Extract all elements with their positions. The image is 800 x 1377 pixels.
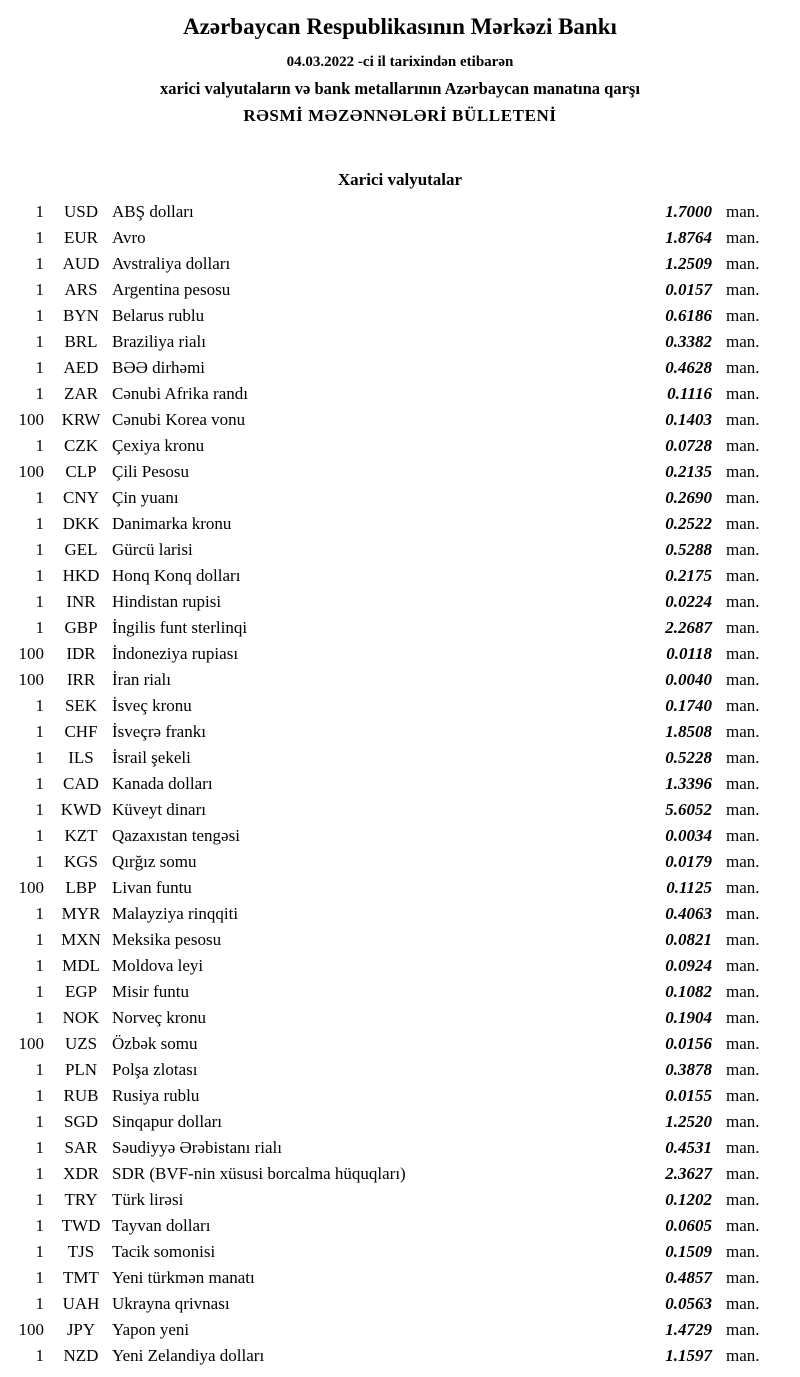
unit-label: man.	[726, 618, 760, 637]
bulletin-title: RƏSMİ MƏZƏNNƏLƏRİ BÜLLETENİ	[243, 106, 557, 125]
currency-quantity: 1	[35, 722, 44, 741]
unit-label: man.	[726, 384, 760, 403]
unit-label: man.	[726, 306, 760, 325]
currency-code: RUB	[63, 1086, 99, 1105]
rate-value: 0.4628	[665, 358, 712, 377]
currency-code: EGP	[64, 982, 98, 1001]
currency-quantity: 1	[35, 956, 44, 975]
rate-value: 5.6052	[665, 800, 712, 819]
currency-quantity: 1	[35, 1216, 44, 1235]
currency-name: Tacik somonisi	[112, 1242, 216, 1261]
currency-name: Yeni türkmən manatı	[112, 1268, 255, 1287]
currency-name: Rusiya rublu	[112, 1086, 200, 1105]
currency-code: MDL	[62, 956, 100, 975]
currency-code: ARS	[64, 280, 98, 299]
currency-quantity: 1	[35, 982, 44, 1001]
currency-quantity: 1	[35, 1268, 44, 1287]
currency-name: BƏƏ dirhəmi	[112, 358, 206, 377]
currency-code: INR	[66, 592, 96, 611]
rate-row	[18, 1213, 768, 1239]
rate-value: 0.1904	[665, 1008, 712, 1027]
currency-quantity: 1	[35, 1086, 44, 1105]
unit-label: man.	[726, 1060, 760, 1079]
currency-quantity: 1	[35, 358, 44, 377]
rate-value: 0.2135	[665, 462, 712, 481]
rate-row	[18, 823, 768, 849]
currency-name: Küveyt dinarı	[112, 800, 206, 819]
unit-label: man.	[726, 800, 760, 819]
currency-code: NZD	[63, 1346, 99, 1365]
unit-label: man.	[726, 1034, 760, 1053]
unit-label: man.	[726, 748, 760, 767]
currency-code: KWD	[60, 800, 102, 819]
unit-label: man.	[726, 436, 760, 455]
currency-name: İngilis funt sterlinqi	[112, 618, 248, 637]
currency-quantity: 1	[35, 306, 44, 325]
unit-label: man.	[726, 1164, 760, 1183]
currency-name: İsveçrə frankı	[112, 722, 206, 741]
rate-value: 0.0157	[665, 280, 712, 299]
currency-quantity: 100	[18, 410, 44, 429]
currency-code: MXN	[61, 930, 101, 949]
unit-label: man.	[726, 228, 760, 247]
rate-row	[18, 927, 768, 953]
currency-code: UAH	[62, 1294, 100, 1313]
rate-row	[18, 719, 768, 745]
unit-label: man.	[726, 982, 760, 1001]
currency-code: LBP	[65, 878, 97, 897]
currency-code: KRW	[61, 410, 101, 429]
rate-value: 0.1082	[665, 982, 712, 1001]
currency-name: Özbək somu	[112, 1034, 198, 1053]
currency-name: SDR (BVF-nin xüsusi borcalma hüquqları)	[112, 1164, 406, 1183]
rate-value: 1.8764	[665, 228, 712, 247]
currency-quantity: 1	[35, 332, 44, 351]
rate-value: 0.0040	[665, 670, 712, 689]
currency-quantity: 1	[35, 540, 44, 559]
rate-row	[18, 459, 768, 485]
rate-row	[18, 875, 768, 901]
currency-name: Kanada dolları	[112, 774, 213, 793]
rate-value: 0.0156	[665, 1034, 712, 1053]
currency-name: İran rialı	[112, 670, 171, 689]
rate-value: 0.4857	[665, 1268, 712, 1287]
currency-quantity: 1	[35, 826, 44, 845]
currency-code: TJS	[67, 1242, 95, 1261]
currency-quantity: 1	[35, 1294, 44, 1313]
currency-name: Meksika pesosu	[112, 930, 222, 949]
rate-value: 0.2690	[665, 488, 712, 507]
rate-row	[18, 1343, 768, 1369]
rate-value: 0.2175	[665, 566, 712, 585]
rate-value: 0.0034	[665, 826, 712, 845]
currency-quantity: 100	[18, 878, 44, 897]
rate-value: 1.4729	[665, 1320, 712, 1339]
unit-label: man.	[726, 644, 760, 663]
currency-name: Moldova leyi	[112, 956, 204, 975]
currency-code: AED	[63, 358, 99, 377]
currency-code: GEL	[64, 540, 98, 559]
currency-quantity: 1	[35, 696, 44, 715]
currency-quantity: 1	[35, 1164, 44, 1183]
currency-name: Gürcü larisi	[112, 540, 193, 559]
rate-value: 0.0118	[666, 644, 712, 663]
currency-name: Ukrayna qrivnası	[112, 1294, 230, 1313]
rate-value: 0.1116	[667, 384, 712, 403]
rate-row	[18, 589, 768, 615]
currency-quantity: 1	[35, 514, 44, 533]
currency-name: Misir funtu	[112, 982, 189, 1001]
rate-row	[18, 433, 768, 459]
rate-value: 0.5288	[665, 540, 712, 559]
rate-value: 0.0563	[665, 1294, 712, 1313]
rate-value: 0.2522	[665, 514, 712, 533]
rate-row	[18, 901, 768, 927]
currency-quantity: 100	[18, 1034, 44, 1053]
rate-value: 1.2509	[665, 254, 712, 273]
rate-row	[18, 797, 768, 823]
section-title-foreign-currencies: Xarici valyutalar	[337, 170, 463, 189]
unit-label: man.	[726, 1320, 760, 1339]
rate-value: 0.3878	[665, 1060, 712, 1079]
currency-name: Tayvan dolları	[112, 1216, 211, 1235]
rate-row	[18, 355, 768, 381]
currency-name: Qırğız somu	[112, 852, 197, 871]
currency-quantity: 1	[35, 930, 44, 949]
unit-label: man.	[726, 462, 760, 481]
unit-label: man.	[726, 566, 760, 585]
currency-name: Çili Pesosu	[112, 462, 189, 481]
currency-quantity: 1	[35, 280, 44, 299]
unit-label: man.	[726, 956, 760, 975]
currency-quantity: 1	[35, 436, 44, 455]
currency-name: İsveç kronu	[112, 696, 192, 715]
rate-row	[18, 381, 768, 407]
rate-value: 1.7000	[665, 202, 712, 221]
currency-code: EUR	[64, 228, 98, 247]
rate-value: 1.8508	[665, 722, 712, 741]
unit-label: man.	[726, 1086, 760, 1105]
unit-label: man.	[726, 1294, 760, 1313]
unit-label: man.	[726, 488, 760, 507]
currency-quantity: 1	[35, 1138, 44, 1157]
currency-quantity: 1	[35, 904, 44, 923]
currency-name: Qazaxıstan tengəsi	[112, 826, 240, 845]
currency-name: Çexiya kronu	[112, 436, 205, 455]
currency-quantity: 100	[18, 1320, 44, 1339]
currency-code: ZAR	[64, 384, 98, 403]
currency-code: JPY	[66, 1320, 96, 1339]
unit-label: man.	[726, 1138, 760, 1157]
currency-name: Argentina pesosu	[112, 280, 231, 299]
rate-row	[18, 1031, 768, 1057]
currency-quantity: 1	[35, 254, 44, 273]
rate-row	[18, 745, 768, 771]
rate-row	[18, 849, 768, 875]
unit-label: man.	[726, 1008, 760, 1027]
rate-value: 0.0224	[665, 592, 712, 611]
page-title: Azərbaycan Respublikasının Mərkəzi Bankı	[183, 14, 617, 39]
rate-row	[18, 1265, 768, 1291]
rate-row	[18, 641, 768, 667]
rate-row	[18, 303, 768, 329]
unit-label: man.	[726, 540, 760, 559]
currency-code: AUD	[62, 254, 100, 273]
rate-value: 0.1740	[665, 696, 712, 715]
currency-code: DKK	[62, 514, 100, 533]
currency-code: TMT	[63, 1268, 99, 1287]
currency-quantity: 1	[35, 228, 44, 247]
currency-code: CHF	[64, 722, 98, 741]
rate-row	[18, 1083, 768, 1109]
currency-quantity: 1	[35, 618, 44, 637]
currency-code: GBP	[64, 618, 98, 637]
rate-row	[18, 1317, 768, 1343]
currency-name: Braziliya rialı	[112, 332, 206, 351]
unit-label: man.	[726, 1242, 760, 1261]
currency-code: SAR	[64, 1138, 98, 1157]
currency-code: HKD	[62, 566, 100, 585]
currency-name: Yeni Zelandiya dolları	[112, 1346, 265, 1365]
currency-name: Cənubi Afrika randı	[112, 384, 248, 403]
unit-label: man.	[726, 774, 760, 793]
unit-label: man.	[726, 1216, 760, 1235]
rate-row	[18, 225, 768, 251]
currency-code: SGD	[63, 1112, 98, 1131]
currency-quantity: 1	[35, 1060, 44, 1079]
rate-value: 0.3382	[665, 332, 712, 351]
rate-value: 0.4063	[665, 904, 712, 923]
currency-quantity: 1	[35, 800, 44, 819]
currency-name: Danimarka kronu	[112, 514, 232, 533]
currency-code: CNY	[63, 488, 99, 507]
rate-row	[18, 1187, 768, 1213]
currency-quantity: 1	[35, 774, 44, 793]
currency-name: Çin yuanı	[112, 488, 179, 507]
rate-value: 0.0179	[665, 852, 712, 871]
currency-name: ABŞ dolları	[112, 202, 194, 221]
rate-row	[18, 329, 768, 355]
currency-quantity: 1	[35, 566, 44, 585]
rate-value: 0.0821	[665, 930, 712, 949]
unit-label: man.	[726, 202, 760, 221]
unit-label: man.	[726, 930, 760, 949]
rate-row	[18, 1239, 768, 1265]
unit-label: man.	[726, 722, 760, 741]
unit-label: man.	[726, 410, 760, 429]
rate-row	[18, 771, 768, 797]
unit-label: man.	[726, 358, 760, 377]
unit-label: man.	[726, 332, 760, 351]
currency-name: Honq Konq dolları	[112, 566, 241, 585]
currency-code: ILS	[68, 748, 94, 767]
rate-value: 0.1509	[665, 1242, 712, 1261]
rate-value: 0.1403	[665, 410, 712, 429]
rate-row	[18, 667, 768, 693]
currency-code: PLN	[64, 1060, 98, 1079]
unit-label: man.	[726, 254, 760, 273]
effective-date-line: 04.03.2022 -ci il tarixindən etibarən	[286, 54, 514, 70]
unit-label: man.	[726, 826, 760, 845]
currency-quantity: 1	[35, 1242, 44, 1261]
currency-quantity: 1	[35, 1346, 44, 1365]
bulletin-subtitle: xarici valyutaların və bank metallarının Azərbaycan manatına qarşı	[160, 79, 640, 98]
rate-row	[18, 251, 768, 277]
rate-row	[18, 485, 768, 511]
rate-row	[18, 537, 768, 563]
currency-code: CZK	[64, 436, 98, 455]
currency-quantity: 1	[35, 202, 44, 221]
currency-code: NOK	[62, 1008, 100, 1027]
currency-name: Türk lirəsi	[112, 1190, 184, 1209]
currency-quantity: 1	[35, 852, 44, 871]
currency-code: BRL	[64, 332, 98, 351]
rate-row	[18, 979, 768, 1005]
rate-row	[18, 1057, 768, 1083]
currency-name: Polşa zlotası	[112, 1060, 198, 1079]
currency-quantity: 1	[35, 748, 44, 767]
unit-label: man.	[726, 514, 760, 533]
unit-label: man.	[726, 1112, 760, 1131]
currency-quantity: 1	[35, 1112, 44, 1131]
currency-name: Cənubi Korea vonu	[112, 410, 246, 429]
currency-code: IDR	[66, 644, 96, 663]
rate-value: 1.2520	[665, 1112, 712, 1131]
currency-code: USD	[63, 202, 98, 221]
currency-name: Səudiyyə Ərəbistanı rialı	[112, 1138, 282, 1157]
unit-label: man.	[726, 852, 760, 871]
rate-row	[18, 1135, 768, 1161]
rate-row	[18, 615, 768, 641]
unit-label: man.	[726, 592, 760, 611]
unit-label: man.	[726, 1190, 760, 1209]
currency-name: Norveç kronu	[112, 1008, 206, 1027]
rate-value: 0.5228	[665, 748, 712, 767]
rate-row	[18, 1109, 768, 1135]
currency-code: XDR	[63, 1164, 99, 1183]
unit-label: man.	[726, 670, 760, 689]
rate-value: 0.4531	[665, 1138, 712, 1157]
rate-row	[18, 199, 768, 225]
rate-value: 0.1202	[665, 1190, 712, 1209]
currency-name: İsrail şekeli	[112, 748, 191, 767]
bulletin-header	[0, 0, 800, 126]
rate-row	[18, 1161, 768, 1187]
currency-name: Avstraliya dolları	[112, 254, 231, 273]
rate-value: 1.1597	[665, 1346, 712, 1365]
currency-quantity: 100	[18, 644, 44, 663]
unit-label: man.	[726, 1346, 760, 1365]
rate-value: 0.0924	[665, 956, 712, 975]
currency-name: Livan funtu	[112, 878, 192, 897]
unit-label: man.	[726, 1268, 760, 1287]
currency-quantity: 100	[18, 462, 44, 481]
rate-value: 2.3627	[665, 1164, 712, 1183]
currency-name: Avro	[112, 228, 146, 247]
rate-row	[18, 277, 768, 303]
rate-row	[18, 953, 768, 979]
currency-quantity: 1	[35, 1008, 44, 1027]
rate-value: 0.0605	[665, 1216, 712, 1235]
currency-name: Belarus rublu	[112, 306, 205, 325]
currency-name: Yapon yeni	[112, 1320, 190, 1339]
currency-code: TRY	[64, 1190, 98, 1209]
currency-code: KZT	[64, 826, 98, 845]
currency-quantity: 1	[35, 384, 44, 403]
currency-name: Hindistan rupisi	[112, 592, 222, 611]
rate-row	[18, 1005, 768, 1031]
rate-value: 2.2687	[665, 618, 712, 637]
currency-quantity: 100	[18, 670, 44, 689]
rate-value: 0.0728	[665, 436, 712, 455]
unit-label: man.	[726, 904, 760, 923]
currency-name: Sinqapur dolları	[112, 1112, 223, 1131]
rate-row	[18, 407, 768, 433]
rates-table	[0, 199, 800, 1369]
currency-code: IRR	[66, 670, 96, 689]
rate-value: 1.3396	[665, 774, 712, 793]
currency-code: BYN	[63, 306, 99, 325]
currency-quantity: 1	[35, 1190, 44, 1209]
currency-code: UZS	[64, 1034, 98, 1053]
rate-row	[18, 563, 768, 589]
currency-code: SEK	[64, 696, 98, 715]
unit-label: man.	[726, 280, 760, 299]
currency-quantity: 1	[35, 488, 44, 507]
currency-code: MYR	[61, 904, 101, 923]
rate-row	[18, 511, 768, 537]
currency-code: TWD	[61, 1216, 101, 1235]
rate-row	[18, 1291, 768, 1317]
rate-row	[18, 693, 768, 719]
unit-label: man.	[726, 878, 760, 897]
unit-label: man.	[726, 696, 760, 715]
rate-value: 0.0155	[665, 1086, 712, 1105]
currency-name: Malayziya rinqqiti	[112, 904, 239, 923]
rate-value: 0.6186	[665, 306, 712, 325]
currency-code: KGS	[63, 852, 98, 871]
currency-quantity: 1	[35, 592, 44, 611]
rate-value: 0.1125	[666, 878, 712, 897]
currency-name: İndoneziya rupiası	[112, 644, 239, 663]
currency-code: CAD	[63, 774, 99, 793]
currency-code: CLP	[65, 462, 97, 481]
